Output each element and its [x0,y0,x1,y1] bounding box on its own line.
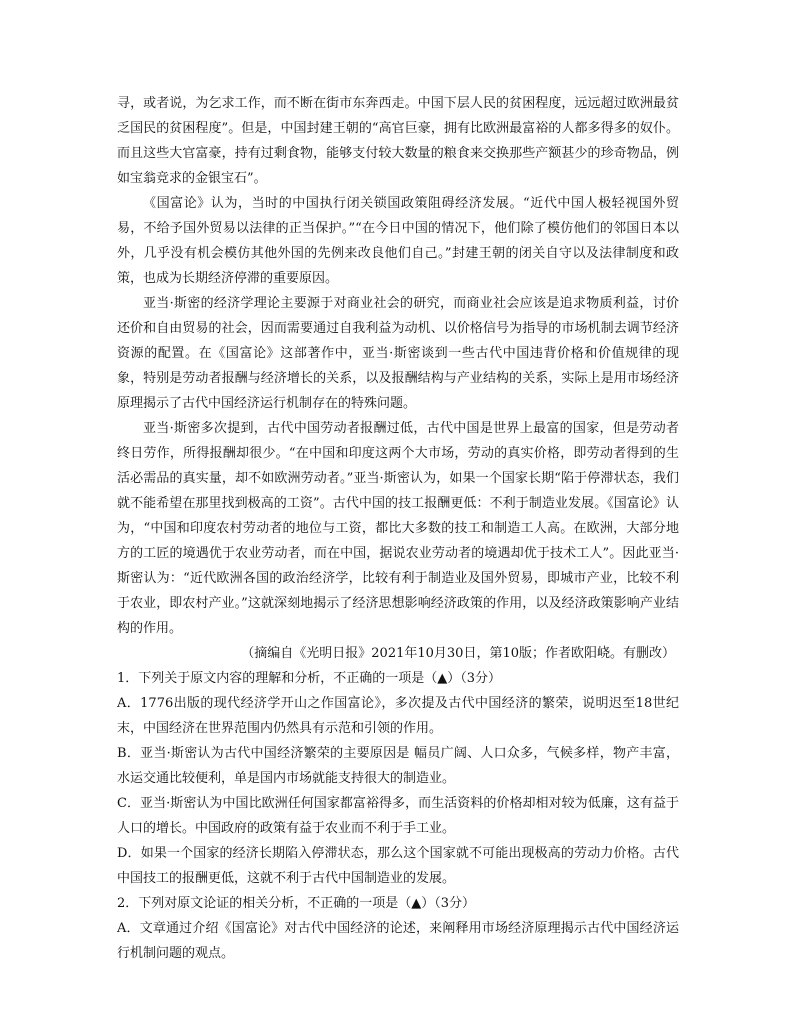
question-1-stem: 1．下列关于原文内容的理解和分析，不正确的一项是（▲）（3分） [117,671,502,686]
article-paragraph-2: 《国富论》认为，当时的中国执行闭关锁国政策阻碍经济发展。“近代中国人极轻视国外贸易，不给予国外贸易以法律的正当保护。”“在今日中国的情况下，他们除了模仿他们的邻国日本以外，几乎没有机会模仿其他外国的先例来改良他们自己。”封建王朝的闭关自守以及法律制度和政策，也成为长期经济停滞的重要原因。 [117,196,679,286]
article-paragraph-4: 亚当·斯密多次提到，古代中国劳动者报酬过低，古代中国是世界上最富的国家，但是劳动者终日劳作，所得报酬却很少。“在中国和印度这两个大市场，劳动的真实价格，即劳动者得到的生活必需品的真实量，却不如欧洲劳动者。”亚当·斯密认为，如果一个国家长期“陷于停滞状态，我们就不能希望在那里找到极高的工资”。古代中国的技工报酬更低：不利于制造业发展。《国富论》认为，“中国和印度农村劳动者的地位与工资，都比大多数的技工和制造工人高。在欧洲，大部分地方的工匠的境遇优于农业劳动者，而在中国，据说农业劳动者的境遇却优于技术工人”。因此亚当·斯密认为：“近代欧洲各国的政治经济学，比较有利于制造业及国外贸易，即城市产业，比较不利于农业，即农村产业。”这就深刻地揭示了经济思想影响经济政策的作用，以及经济政策影响产业结构的作用。 [117,421,679,636]
article-source: （摘编自《光明日报》2021年10月30日，第10版；作者欧阳峣。有删改） [241,646,675,661]
question-2-stem: 2．下列对原文论证的相关分析，不正确的一项是（▲）（3分） [117,896,476,911]
question-1-option-b: B．亚当·斯密认为古代中国经济繁荣的主要原因是 幅员广阔、人口众多，气候多样，物产丰富，水运交通比较便利，单是国内市场就能支持很大的制造业。 [117,746,679,786]
question-2-option-a: A．文章通过介绍《国富论》对古代中国经济的论述，来阐释用市场经济原理揭示古代中国经济运行机制问题的观点。 [117,921,679,961]
question-1-option-c: C．亚当·斯密认为中国比欧洲任何国家都富裕得多，而生活资料的价格却相对较为低廉，这有益于人口的增长。中国政府的政策有益于农业而不利于手工业。 [117,796,679,836]
question-1-option-d: D．如果一个国家的经济长期陷入停滞状态，那么这个国家就不可能出现极高的劳动力价格。古代中国技工的报酬更低，这就不利于古代中国制造业的发展。 [117,846,679,886]
article-paragraph-3: 亚当·斯密的经济学理论主要源于对商业社会的研究，而商业社会应该是追求物质利益，讨价还价和自由贸易的社会，因而需要通过自我利益为动机、以价格信号为指导的市场机制去调节经济资源的配置。在《国富论》这部著作中，亚当·斯密谈到一些古代中国违背价格和价值规律的现象，特别是劳动者报酬与经济增长的关系，以及报酬结构与产业结构的关系，实际上是用市场经济原理揭示了古代中国经济运行机制存在的特殊问题。 [117,296,679,411]
question-1-option-a: A．1776出版的现代经济学开山之作国富论》，多次提及古代中国经济的繁荣，说明迟至18世纪末，中国经济在世界范围内仍然具有示范和引领的作用。 [117,696,679,736]
article-paragraph-1: 寻，或者说，为乞求工作，而不断在街市东奔西走。中国下层人民的贫困程度，远远超过欧洲最贫乏国民的贫困程度”。但是，中国封建王朝的“高官巨豪，拥有比欧洲最富裕的人都多得多的奴仆。而且这些大官富豪，持有过剩食物，能够支付较大数量的粮食来交换那些产额甚少的珍奇物品，例如宝翁竞求的金银宝石”。 [117,96,679,186]
exam-page [117,91,679,966]
